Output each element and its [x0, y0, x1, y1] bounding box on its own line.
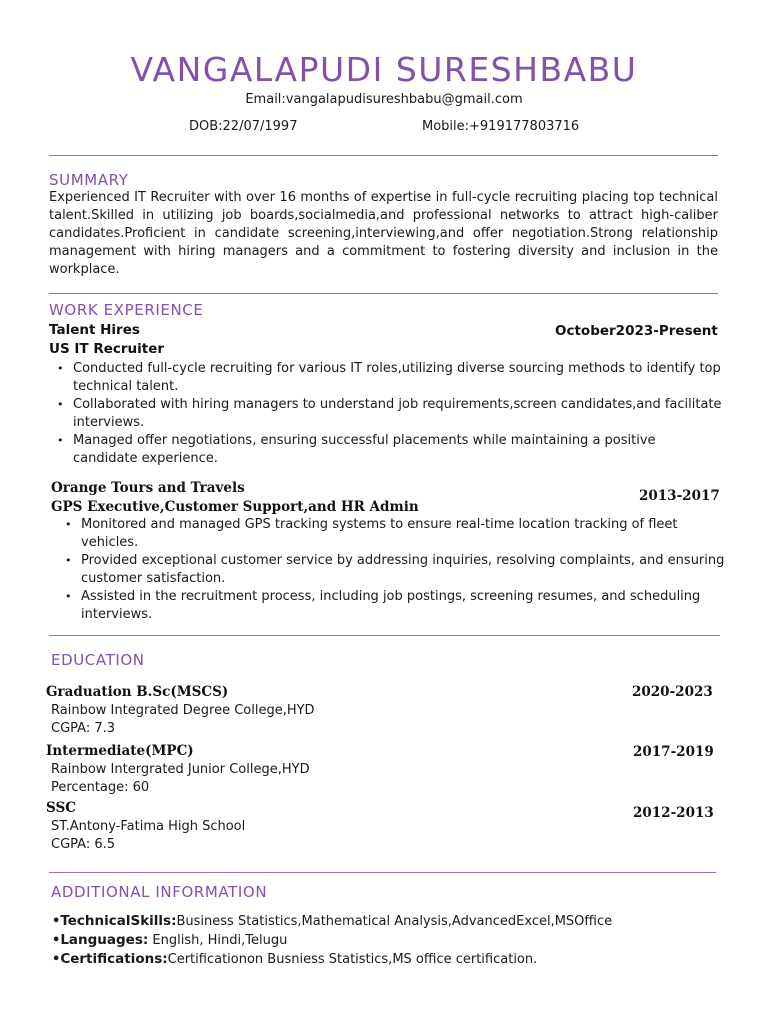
summary-text: Experienced IT Recruiter with over 16 months of expertise in full-cycle recruiting placing top technical talent.Skilled in utilizing job boards,socialmedia,and professional networks to attract high-caliber candidates.Proficient in candidate screening,interviewing,and offer negotiation.Strong relationship management with hiring managers and a commitment to fostering diversity and inclusion in the workplace. — [49, 190, 718, 277]
edu-dates: 2020-2023 — [632, 684, 713, 700]
bullet: • — [52, 914, 61, 929]
list-item: • Monitored and managed GPS tracking systems to ensure real-time location tracking of fleet vehicles. — [81, 516, 731, 552]
edu-title: Graduation B.Sc(MSCS) — [46, 684, 229, 700]
dob: DOB:22/07/1997 — [189, 119, 298, 134]
edu-school: Rainbow Intergrated Junior College,HYD — [51, 762, 310, 777]
candidate-name: VANGALAPUDI SURESHBABU — [130, 50, 638, 89]
additional-value: English, Hindi,Telugu — [148, 933, 288, 948]
additional-item — [52, 912, 612, 931]
edu-title: SSC — [46, 800, 76, 816]
edu-dates: 2012-2013 — [633, 805, 714, 821]
job-bullets — [49, 360, 723, 468]
edu-title: Intermediate(MPC) — [46, 743, 194, 759]
divider — [49, 872, 716, 873]
job-dates: October2023-Present — [555, 323, 718, 339]
additional-key: Certifications: — [60, 951, 168, 967]
additional-item — [52, 931, 287, 950]
section-heading-education: EDUCATION — [51, 651, 145, 669]
additional-key: TechnicalSkills: — [60, 913, 177, 929]
mobile: Mobile:+919177803716 — [422, 119, 580, 134]
edu-score: CGPA: 7.3 — [51, 721, 116, 736]
job-company: Talent Hires — [49, 322, 140, 338]
job-role: US IT Recruiter — [49, 341, 165, 357]
edu-school: Rainbow Integrated Degree College,HYD — [51, 703, 315, 718]
section-heading-work: WORK EXPERIENCE — [49, 301, 204, 319]
edu-score: CGPA: 6.5 — [51, 837, 116, 852]
bullet: • — [52, 952, 61, 967]
additional-key: Languages: — [60, 932, 149, 948]
email: Email:vangalapudisureshbabu@gmail.com — [245, 92, 523, 107]
additional-item — [52, 950, 537, 969]
section-heading-summary: SUMMARY — [49, 171, 129, 189]
job-company: Orange Tours and Travels — [51, 480, 245, 496]
edu-school: ST.Antony-Fatima High School — [51, 819, 246, 834]
job-bullets — [57, 516, 731, 624]
job-dates: 2013-2017 — [639, 488, 720, 504]
additional-value: Certificationon Busniess Statistics,MS office certification. — [167, 952, 538, 967]
edu-score: Percentage: 60 — [51, 780, 150, 795]
divider — [49, 155, 718, 156]
list-item: • Collaborated with hiring managers to understand job requirements,screen candidates,and facilitate interviews. — [73, 396, 723, 432]
divider — [49, 293, 718, 294]
edu-dates: 2017-2019 — [633, 744, 714, 760]
section-heading-additional: ADDITIONAL INFORMATION — [51, 883, 268, 901]
list-item: • Provided exceptional customer service by addressing inquiries, resolving complaints, and ensuring customer satisfaction. — [81, 552, 731, 588]
additional-value: Business Statistics,Mathematical Analysis,AdvancedExcel,MSOffice — [176, 914, 613, 929]
bullet: • — [52, 933, 61, 948]
divider — [49, 635, 720, 636]
list-item: • Assisted in the recruitment process, including job postings, screening resumes, and scheduling interviews. — [81, 588, 731, 624]
job-role: GPS Executive,Customer Support,and HR Admin — [51, 499, 419, 515]
list-item: • Conducted full-cycle recruiting for various IT roles,utilizing diverse sourcing methods to identify top technical talent. — [73, 360, 723, 396]
list-item: • Managed offer negotiations, ensuring successful placements while maintaining a positive candidate experience. — [73, 432, 723, 468]
